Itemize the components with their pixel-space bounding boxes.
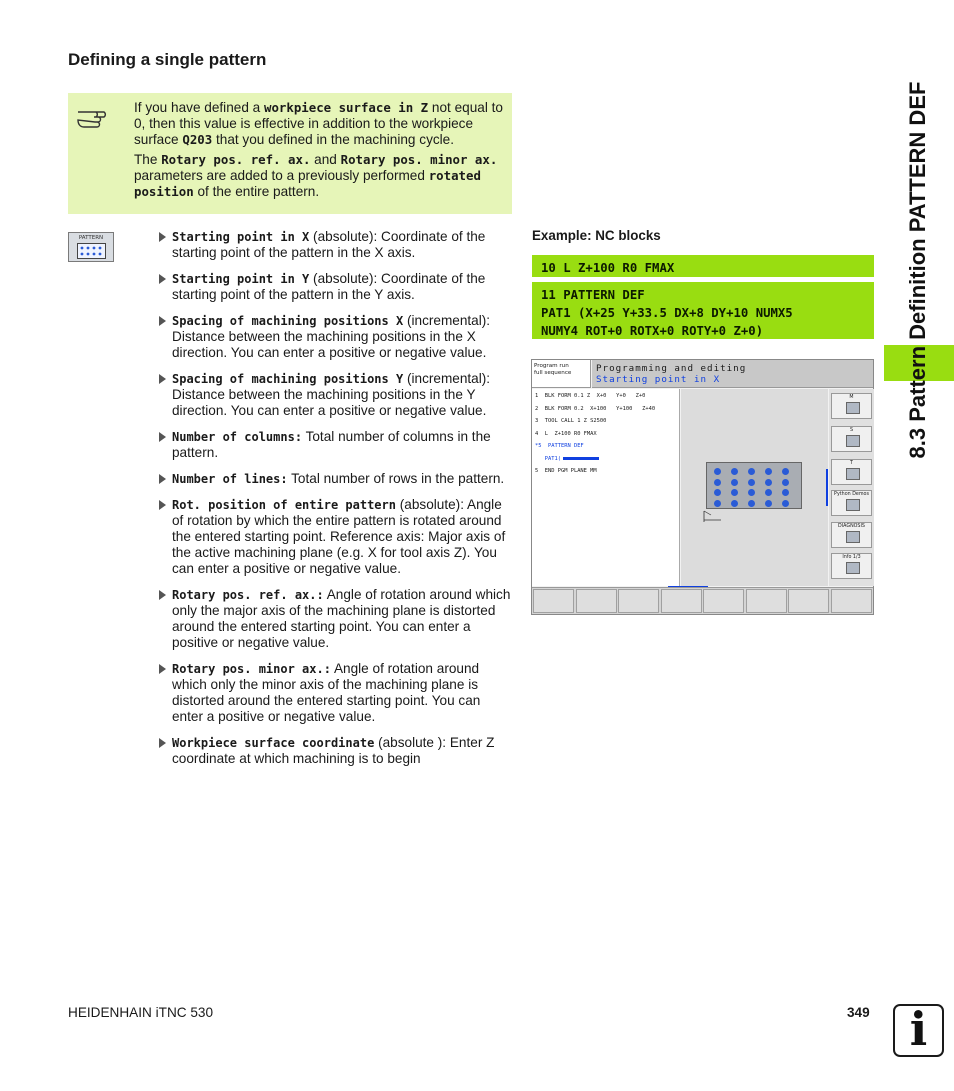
text-run: The — [134, 152, 162, 167]
parameter-description: (absolute ): Enter Z coordinate at which machining is to begin — [172, 735, 495, 766]
pattern-point — [714, 489, 721, 496]
side-softkey-label: T — [850, 461, 853, 466]
pattern-point — [782, 468, 789, 475]
pointing-hand-icon — [76, 103, 110, 129]
program-window — [532, 389, 680, 586]
parameter-name: Rot. position of entire pattern — [172, 498, 396, 512]
code-term: Rotary pos. minor ax. — [340, 152, 498, 167]
parameter-name: Spacing of machining positions Y — [172, 372, 404, 386]
pattern-point — [731, 489, 738, 496]
softkey[interactable] — [788, 589, 829, 613]
nc-line: 11 PATTERN DEF — [541, 288, 645, 302]
bottom-softkey-row — [532, 587, 873, 614]
operating-mode-panel — [532, 360, 591, 388]
input-cursor-bar — [563, 457, 599, 460]
pattern-point — [765, 500, 772, 507]
parameter-item — [158, 471, 514, 487]
pattern-point — [765, 468, 772, 475]
parameter-description: Total number of columns in the pattern. — [172, 429, 491, 460]
side-softkey-label: Python Demos — [834, 492, 869, 497]
bullet-arrow-icon — [159, 738, 166, 748]
softkey[interactable] — [533, 589, 574, 613]
parameter-item — [158, 313, 514, 361]
side-softkey[interactable] — [831, 426, 872, 452]
program-line[interactable] — [535, 431, 676, 444]
header-title: Programming and editing — [596, 363, 747, 374]
parameter-description: (absolute): Angle of rotation by which the entire pattern is rotated around the entered starting point. Reference axis: Major axis of the active machining plane (e.g. X for tool axis Z). You can enter a positive or negative value. — [172, 497, 506, 576]
bullet-arrow-icon — [159, 500, 166, 510]
parameter-item — [158, 271, 514, 303]
parameter-description: Angle of rotation around which only the major axis of the machining plane is distorted around the entered starting point. You can enter a positive or negative value. — [172, 587, 511, 650]
side-softkey-bar — [829, 389, 874, 586]
bullet-arrow-icon — [159, 374, 166, 384]
program-line-text: PAT1( — [535, 455, 561, 462]
machine-spindle-icon — [846, 402, 860, 414]
parameter-item — [158, 735, 514, 767]
pattern-point — [731, 468, 738, 475]
code-term: rotated position — [134, 168, 481, 199]
program-line-text: *5 PATTERN DEF — [535, 443, 584, 449]
program-line[interactable] — [535, 393, 676, 406]
parameter-item — [158, 229, 514, 261]
side-softkey-label: DIAGNOSIS — [838, 524, 865, 529]
pattern-point — [748, 489, 755, 496]
text-run: parameters are added to a previously performed — [134, 168, 429, 183]
pattern-point — [731, 500, 738, 507]
pattern-point — [748, 479, 755, 486]
pattern-point — [782, 500, 789, 507]
bullet-arrow-icon — [159, 590, 166, 600]
bullet-arrow-icon — [159, 232, 166, 242]
python-demos-icon — [846, 499, 860, 511]
softkey[interactable] — [831, 589, 872, 613]
bullet-arrow-icon — [159, 664, 166, 674]
parameter-description: Total number of rows in the pattern. — [287, 471, 505, 486]
tool-icon — [846, 468, 860, 480]
parameter-description: (absolute): Coordinate of the starting point of the pattern in the X axis. — [172, 229, 486, 260]
pattern-point — [714, 479, 721, 486]
parameter-name: Rotary pos. ref. ax.: — [172, 588, 324, 602]
text-run: and — [310, 152, 341, 167]
mode-line-2: full sequence — [534, 370, 572, 376]
program-line[interactable] — [535, 406, 676, 419]
text-run: not equal to 0, then this value is effective in addition to the workpiece surface — [134, 100, 503, 147]
header-dialog-text: Starting point in X — [596, 374, 721, 385]
pattern-point — [714, 468, 721, 475]
softkey[interactable] — [576, 589, 617, 613]
bullet-arrow-icon — [159, 274, 166, 284]
pattern-point — [748, 500, 755, 507]
pattern-graphic — [681, 389, 828, 586]
bullet-arrow-icon — [159, 432, 166, 442]
program-line-text: 1 BLK FORM 0.1 Z X+0 Y+0 Z+0 — [535, 393, 646, 399]
pattern-point — [731, 479, 738, 486]
example-title: Example: NC blocks — [532, 228, 661, 243]
pattern-point — [782, 489, 789, 496]
footer-product: HEIDENHAIN iTNC 530 — [68, 1005, 214, 1020]
pattern-point — [748, 468, 755, 475]
side-softkey[interactable] — [831, 490, 872, 516]
code-term: Rotary pos. ref. ax. — [161, 152, 311, 167]
pattern-grid-icon — [77, 243, 106, 259]
parameter-item — [158, 587, 514, 651]
program-line-text: 4 L Z+100 R0 FMAX — [535, 430, 597, 437]
pattern-point — [714, 500, 721, 507]
parameter-name: Starting point in X — [172, 230, 310, 244]
info-icon — [846, 562, 860, 574]
softkey[interactable] — [746, 589, 787, 613]
text-run: of the entire pattern. — [193, 184, 320, 199]
program-line[interactable] — [535, 418, 676, 431]
page-number: 349 — [847, 1005, 870, 1020]
text-run: that you defined in the machining cycle. — [212, 132, 455, 147]
mode-line-1: Program run — [534, 363, 569, 369]
parameter-name: Starting point in Y — [172, 272, 310, 286]
side-softkey-label: Info 1/3 — [842, 555, 861, 560]
parameter-description: (absolute): Coordinate of the starting point of the pattern in the Y axis. — [172, 271, 486, 302]
note-paragraph-1 — [134, 100, 504, 148]
program-line[interactable] — [535, 443, 676, 456]
diagnosis-icon — [846, 531, 860, 543]
softkey[interactable] — [618, 589, 659, 613]
note-paragraph-2 — [134, 152, 504, 200]
parameter-name: Number of lines: — [172, 472, 288, 486]
bullet-arrow-icon — [159, 474, 166, 484]
softkey[interactable] — [703, 589, 744, 613]
parameter-item — [158, 429, 514, 461]
nc-line: PAT1 (X+25 Y+33.5 DX+8 DY+10 NUMX5 — [541, 306, 793, 320]
text-run: If you have defined a — [134, 100, 264, 115]
pattern-softkey[interactable] — [68, 232, 114, 262]
info-icon: i — [893, 1004, 944, 1057]
program-line[interactable] — [535, 456, 676, 469]
note-text — [134, 100, 504, 204]
side-softkey[interactable] — [831, 553, 872, 579]
nc-line: NUMY4 ROT+0 ROTX+0 ROTY+0 Z+0) — [541, 324, 764, 338]
section-title: Defining a single pattern — [68, 50, 267, 69]
code-term: workpiece surface in Z — [264, 100, 429, 115]
code-term: Q203 — [182, 132, 213, 147]
side-softkey[interactable] — [831, 393, 872, 419]
parameter-description: Angle of rotation around which only the minor axis of the machining plane is distorted around the entered starting point. You can enter a positive or negative value. — [172, 661, 481, 724]
program-line-text: 2 BLK FORM 0.2 X+100 Y+100 Z+40 — [535, 405, 656, 412]
pattern-softkey-label: PATTERN — [78, 235, 104, 241]
nc-line: 10 L Z+100 R0 FMAX — [541, 261, 675, 275]
pattern-point — [765, 479, 772, 486]
parameter-description: (incremental): Distance between the machining positions in the Y direction. You can enter a positive or negative value. — [172, 371, 491, 418]
bullet-arrow-icon — [159, 316, 166, 326]
nc-block-10 — [532, 255, 874, 277]
parameter-item — [158, 661, 514, 725]
parameter-name: Workpiece surface coordinate — [172, 736, 375, 750]
side-softkey-label: M — [849, 395, 854, 400]
softkey[interactable] — [661, 589, 702, 613]
chapter-title-text: 8.3 Pattern Definition PATTERN DEF — [905, 81, 930, 459]
program-line-text: 5 END PGM PLANE MM — [535, 468, 597, 474]
program-line-text: 3 TOOL CALL 1 Z S2500 — [535, 418, 607, 424]
parameter-item — [158, 497, 514, 577]
parameter-name: Rotary pos. minor ax.: — [172, 662, 331, 676]
side-softkey[interactable] — [831, 522, 872, 548]
note-box — [68, 93, 512, 214]
side-softkey-label: S — [849, 428, 854, 433]
tnc-screenshot — [531, 359, 874, 615]
parameter-item — [158, 371, 514, 419]
pattern-point — [782, 479, 789, 486]
parameter-name: Number of columns: — [172, 430, 303, 444]
parameter-description: (incremental): Distance between the machining positions in the X direction. You can enter a positive or negative value. — [172, 313, 491, 360]
chapter-title — [894, 50, 942, 490]
parameter-list — [158, 229, 514, 777]
side-softkey[interactable] — [831, 459, 872, 485]
program-line[interactable] — [535, 468, 676, 481]
coordinate-marker-icon — [681, 389, 828, 586]
parameter-name: Spacing of machining positions X — [172, 314, 404, 328]
spindle-speed-icon — [846, 435, 860, 447]
screen-header — [592, 360, 873, 388]
nc-block-11 — [532, 282, 874, 339]
pattern-point — [765, 489, 772, 496]
